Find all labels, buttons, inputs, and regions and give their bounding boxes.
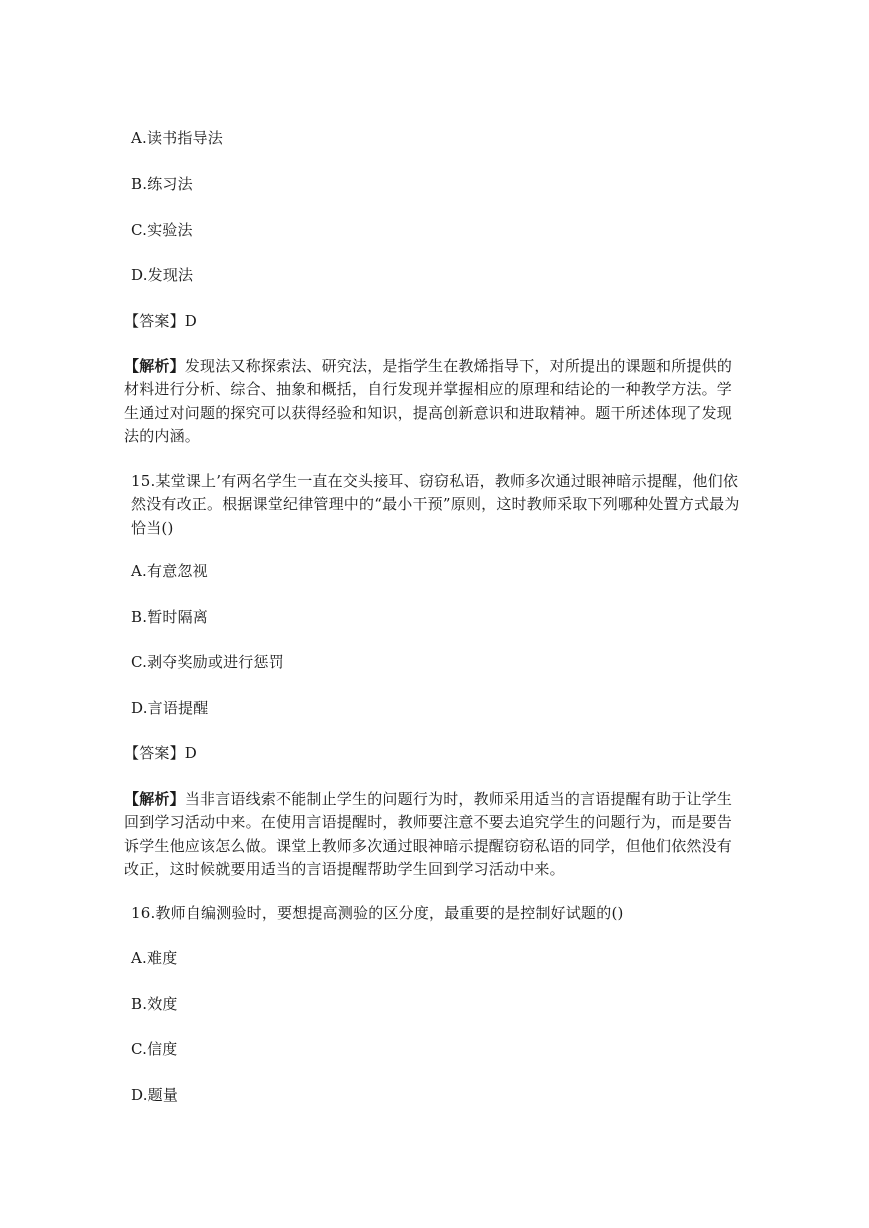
q16-option-c: C.信度 [131,1040,178,1058]
q14-option-c: C.实验法 [131,221,193,239]
q14-option-b: B.练习法 [131,175,193,193]
q14-option-a: A.读书指导法 [131,129,224,147]
q16-option-a: A.难度 [131,949,178,967]
q15-option-a: A.有意忽视 [131,562,208,580]
q15-option-b: B.暂时隔离 [131,608,208,626]
q15-answer: 【答案】D [124,744,198,762]
q16-option-b: B.效度 [131,995,178,1013]
q14-option-d: D.发现法 [131,266,194,284]
q15-question: 15.某堂课上’有两名学生一直在交头接耳、窃窃私语，教师多次通过眼神暗示提醒，他们依然没有改正。根据课堂纪律管理中的“最小干预”原则，这时教师采取下列哪种处置方式最为恰当() [131,472,740,537]
q16-option-d: D.题量 [131,1086,179,1104]
q15-analysis [124,788,734,881]
q14-analysis-text: 发现法又称探索法、研究法，是指学生在教烯指导下，对所提出的课题和所提供的材料进行分析、综合、抽象和概括，自行发现并掌握相应的原理和结论的一种教学方法。学生通过对问题的探究可以获得经验和知识，提高创新意识和进取精神。题干所述体现了发现法的内涵。 [124,357,733,445]
q15-option-d: D.言语提醒 [131,699,209,717]
q15-analysis-text: 当非言语线索不能制止学生的问题行为时，教师采用适当的言语提醒有助于让学生回到学习活动中来。在使用言语提醒时，教师要注意不要去追究学生的问题行为，而是要告诉学生他应该怎么做。课堂上教师多次通过眼神暗示提醒窃窃私语的同学，但他们依然没有改正，这时候就要用适当的言语提醒帮助学生回到学习活动中来。 [124,790,733,878]
q16-question: 16.教师自编测验时，要想提高测验的区分度，最重要的是控制好试题的() [131,904,624,922]
q15-analysis-label: 【解析】 [124,790,185,808]
q14-answer: 【答案】D [124,312,198,330]
q14-analysis [124,355,734,448]
q15-option-c: C.剥夺奖励或进行惩罚 [131,653,284,671]
q14-analysis-label: 【解析】 [124,357,185,375]
